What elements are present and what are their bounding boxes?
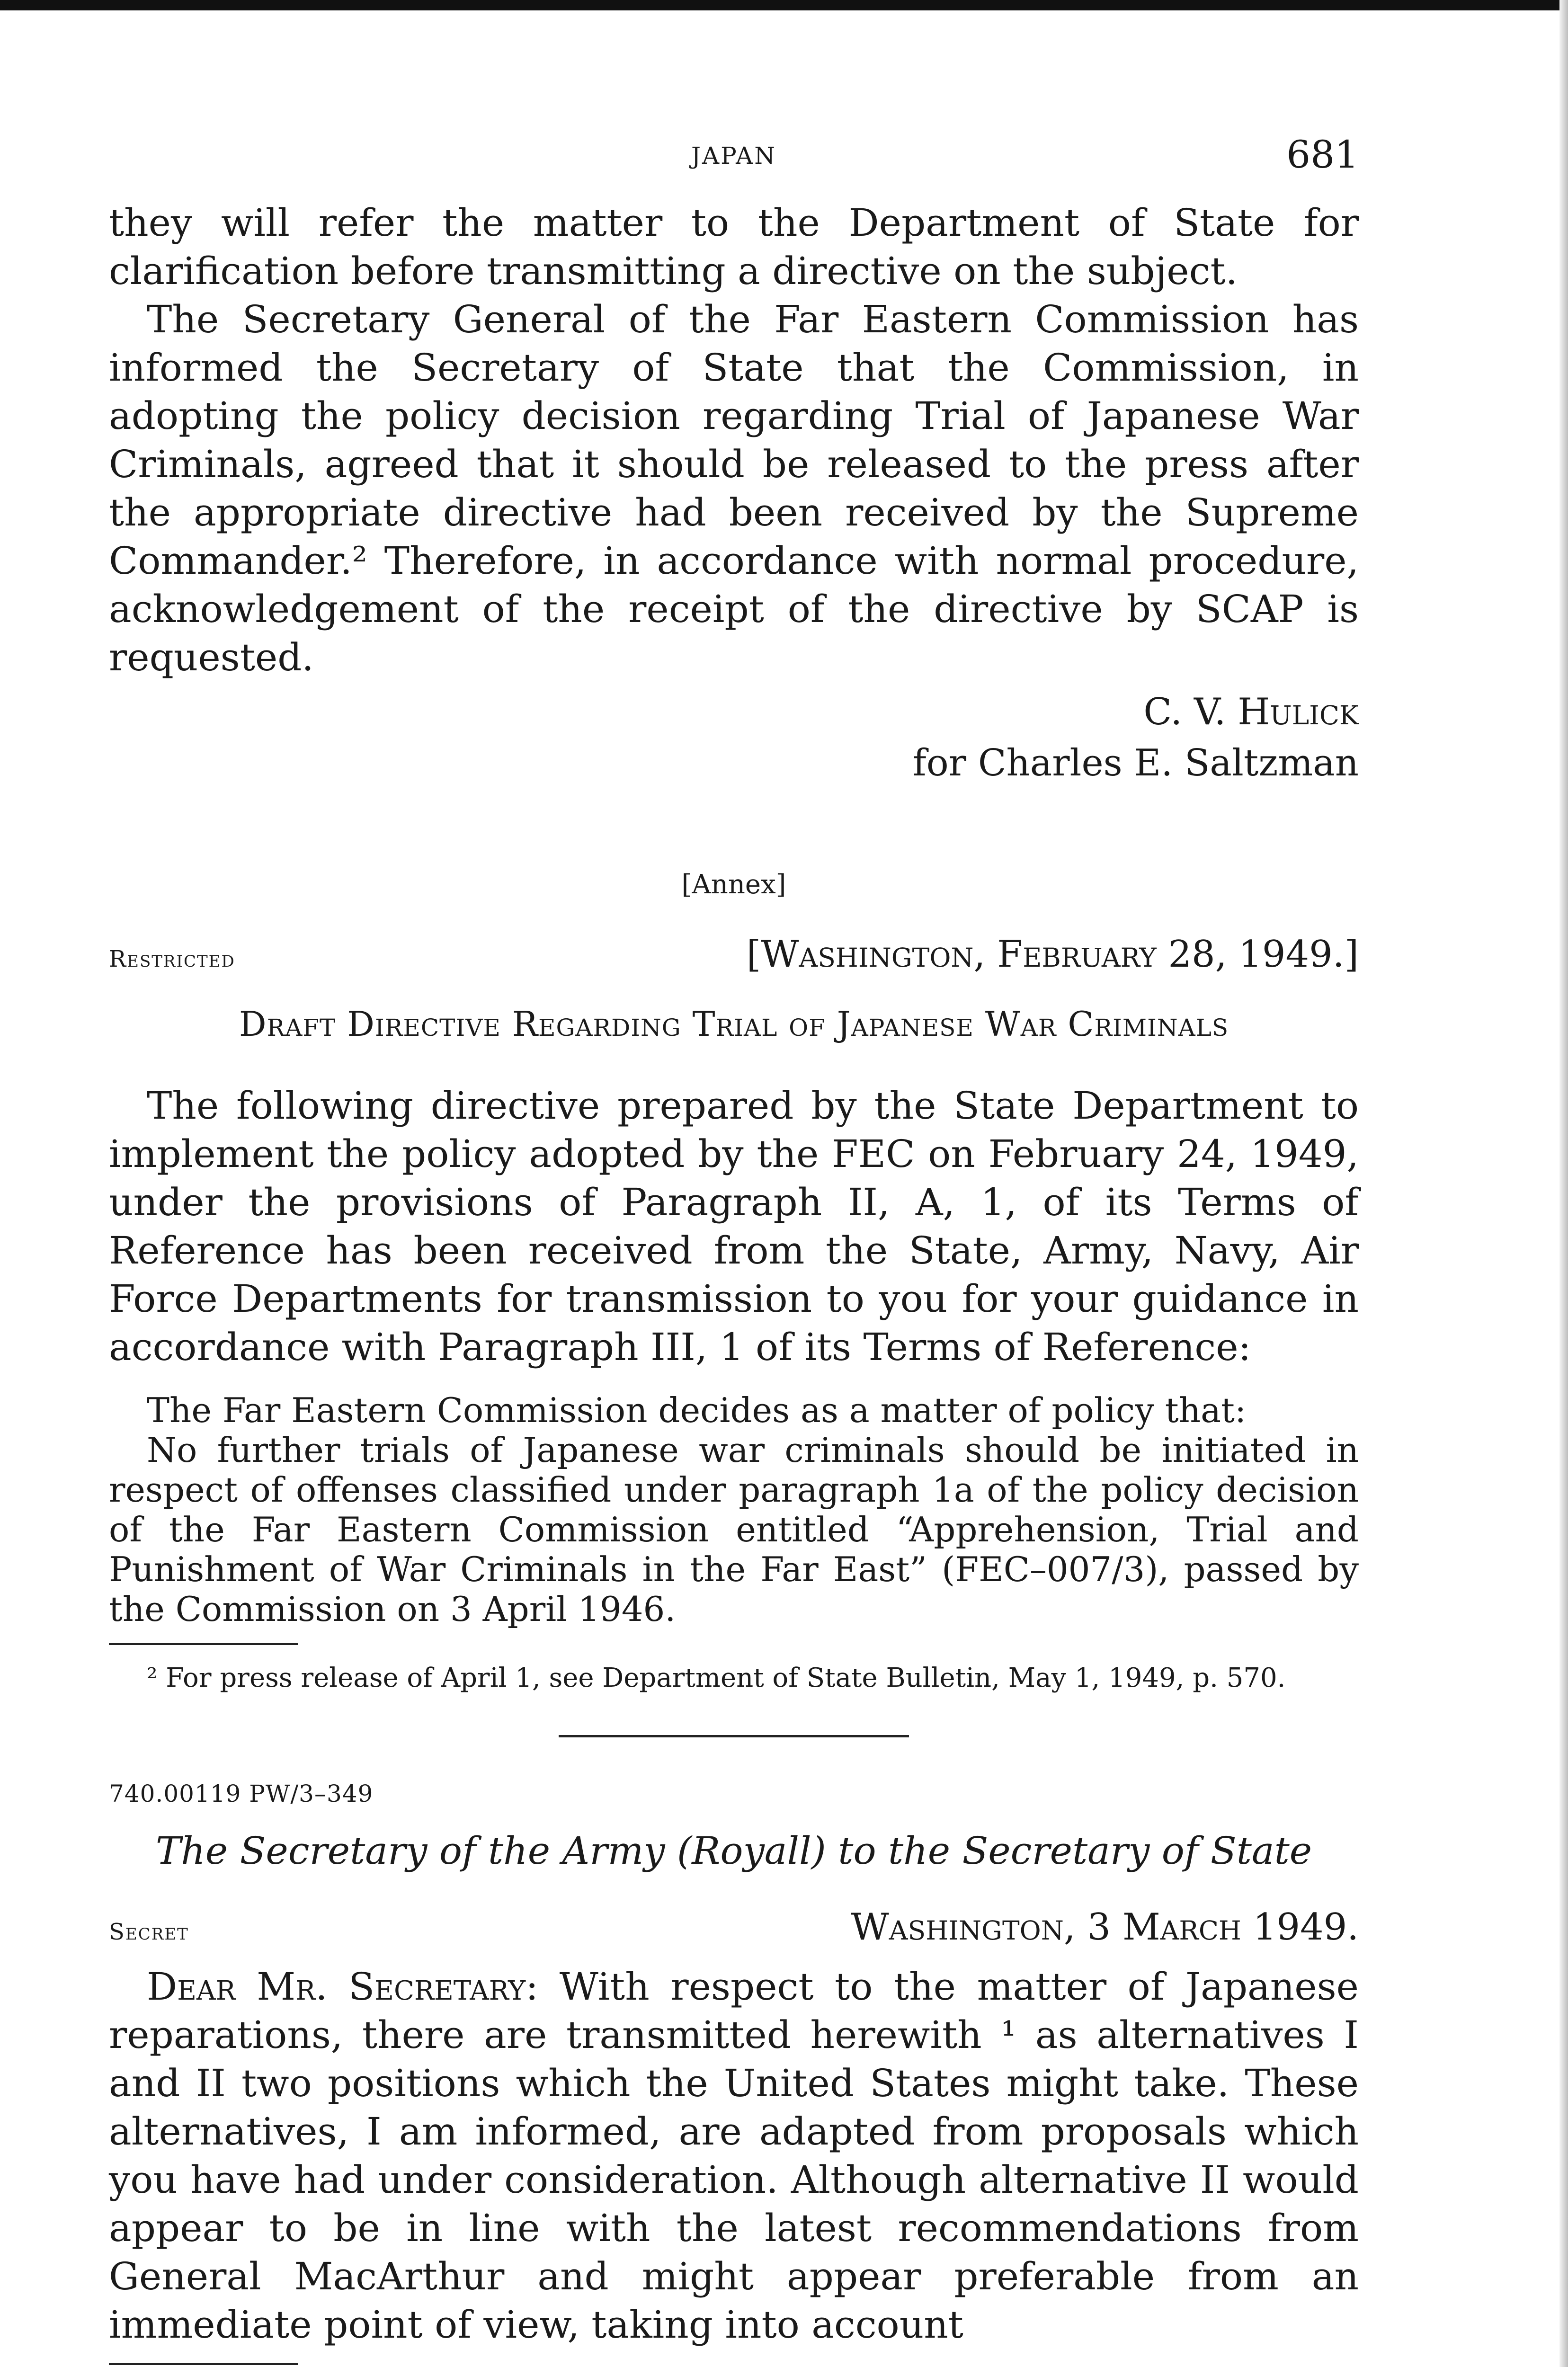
signer-for-line: for Charles E. Saltzman (912, 742, 1359, 784)
running-title: JAPAN (691, 142, 777, 169)
document-title: The Secretary of the Army (Royall) to the Secretary of State (155, 1829, 1312, 1873)
document-classification: Secret (109, 1919, 189, 1945)
signature-block (109, 686, 1359, 789)
signer-name: C. V. Hulick (1143, 691, 1359, 733)
footnote-rule (109, 1643, 298, 1645)
annex-classification: Restricted (109, 946, 235, 972)
annex-label: [Annex] (681, 869, 786, 900)
running-head (109, 128, 1359, 199)
policy-lead: The Far Eastern Commission decides as a matter of policy that: (147, 1390, 1247, 1430)
policy-text: No further trials of Japanese war criminals should be initiated in respect of offenses classified under paragraph 1a of the policy decision of the Far Eastern Commission entitled “Apprehension, Trial and Punishment of War Criminals in the Far East” (FEC–007/3), passed by the Commission on 3 April 1946. (109, 1430, 1359, 1629)
footnote-2: ² For press release of April 1, see Department of State Bulletin, May 1, 1949, p. 570. (147, 1663, 1286, 1693)
file-number: 740.00119 PW/3–349 (109, 1780, 374, 1807)
footnote-rule-2 (109, 2363, 298, 2365)
salutation: Dear Mr. Secretary: (147, 1965, 539, 2009)
document-dateline: Washington, 3 March 1949. (851, 1906, 1359, 1949)
top-border (0, 0, 1568, 10)
page-number: 681 (1286, 133, 1359, 177)
paragraph-fec-release: The Secretary General of the Far Eastern Commission has informed the Secretary of State that the Commission, in adopting the policy decision regarding Trial of Japanese War Criminals, agreed that it should be released to the press after the appropriate directive had been received by the Supreme Commander.² Therefore, in accordance with normal procedure, acknowledgement of the receipt of the directive by SCAP is requested. (109, 297, 1359, 679)
document-header-row (109, 1906, 1359, 1949)
letter-body (109, 1963, 1359, 2349)
section-divider (559, 1735, 909, 1737)
annex-intro: The following directive prepared by the State Department to implement the policy adopted by the FEC on February 24, 1949, under the provisions of Paragraph II, A, 1, of its Terms of Reference has been received from the State, Army, Navy, Air Force Departments for transmission to you for your guidance in accordance with Paragraph III, 1 of its Terms of Reference: (109, 1084, 1359, 1369)
annex-dateline: [Washington, February 28, 1949.] (746, 933, 1359, 976)
annex-title: Draft Directive Regarding Trial of Japanese War Criminals (239, 1004, 1229, 1044)
document-page (109, 128, 1359, 2367)
annex-header-row (109, 933, 1359, 976)
paragraph-continuation: they will refer the matter to the Department of State for clarification before transmitting a directive on the subject. (109, 201, 1359, 293)
page-edge-shadow (1559, 0, 1568, 2367)
letter-text: With respect to the matter of Japanese reparations, there are transmitted herewith ¹ as alternatives I and II two positions which the United States might take. These alternatives, I am informed, are adapted from proposals which you have had under consideration. Although alternative II would appear to be in line with the latest recommendations from General MacArthur and might appear preferable from an immediate point of view, taking into account (109, 1965, 1359, 2347)
